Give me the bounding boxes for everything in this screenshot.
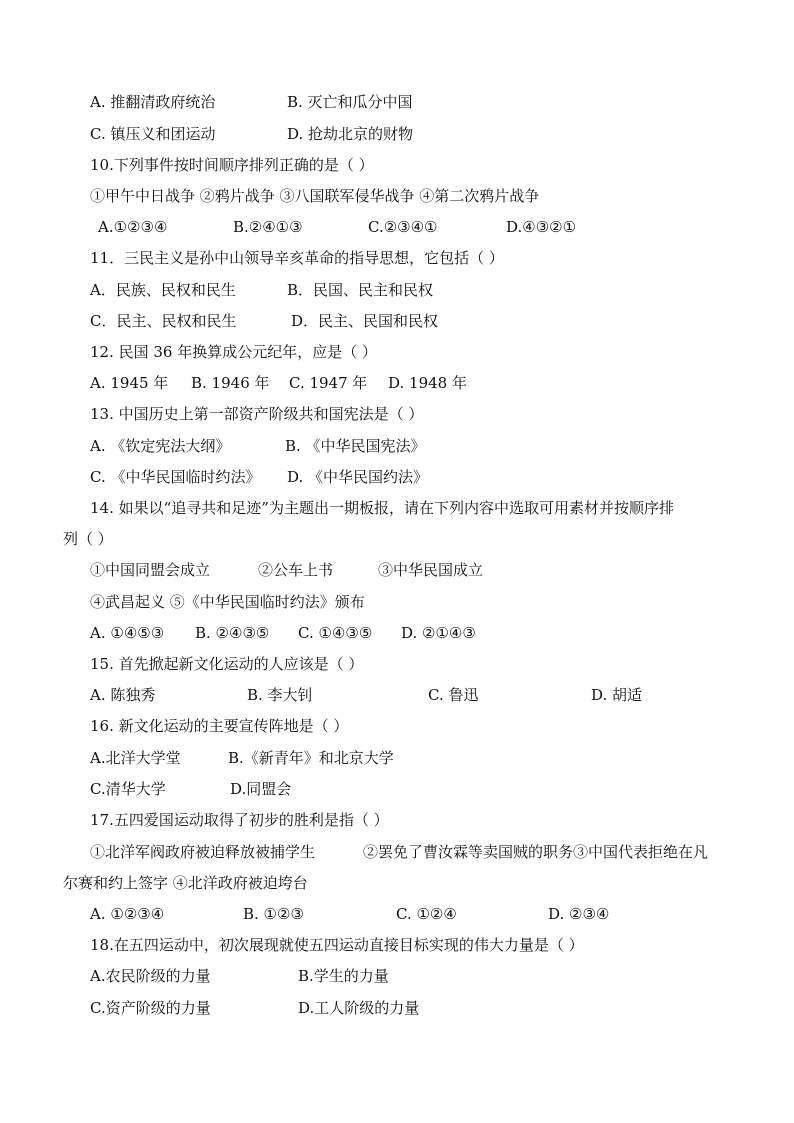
q11-option-d: D．民主、民国和民权 xyxy=(291,312,439,330)
q14-option-b: B. ②④③⑤ xyxy=(195,624,270,642)
q13-option-c: C. 《中华民国临时约法》 xyxy=(90,468,261,486)
q14-items-line2: ④武昌起义 ⑤《中华民国临时约法》颁布 xyxy=(90,593,365,611)
q18-stem: 18.在五四运动中，初次展现就使五四运动直接目标实现的伟大力量是（ ） xyxy=(90,936,584,954)
q12-option-a: A. 1945 年 xyxy=(90,374,169,392)
q14-option-d: D. ②①④③ xyxy=(401,624,476,642)
q10-option-a: A.①②③④ xyxy=(98,218,168,236)
q16-option-a: A.北洋大学堂 xyxy=(90,749,181,767)
q16-stem: 16. 新文化运动的主要宣传阵地是（ ） xyxy=(90,717,349,735)
q18-option-c: C.资产阶级的力量 xyxy=(90,999,211,1017)
q15-option-b: B. 李大钊 xyxy=(247,686,313,704)
q17-option-b: B. ①②③ xyxy=(243,905,304,923)
q11-option-c: C．民主、民权和民生 xyxy=(90,312,237,330)
q13-option-a: A. 《钦定宪法大纲》 xyxy=(90,437,231,455)
q17-item-2-3: ②罢免了曹汝霖等卖国贼的职务③中国代表拒绝在凡 xyxy=(363,843,709,861)
q14-item-1: ①中国同盟会成立 xyxy=(90,561,211,579)
q12-option-d: D. 1948 年 xyxy=(388,374,467,392)
q10-option-b: B.②④①③ xyxy=(233,218,303,236)
q14-option-c: C. ①④③⑤ xyxy=(298,624,373,642)
q17-option-d: D. ②③④ xyxy=(548,905,610,923)
q17-option-a: A. ①②③④ xyxy=(90,905,165,923)
q18-option-d: D.工人阶级的力量 xyxy=(298,999,420,1017)
q10-option-d: D.④③②① xyxy=(506,218,577,236)
q17-option-c: C. ①②④ xyxy=(396,905,457,923)
q11-option-b: B．民国、民主和民权 xyxy=(287,281,434,299)
q15-option-a: A. 陈独秀 xyxy=(90,686,156,704)
q10-stem: 10.下列事件按时间顺序排列正确的是（ ） xyxy=(90,156,374,174)
q17-item-1: ①北洋军阀政府被迫释放被捕学生 xyxy=(90,843,316,861)
q13-stem: 13. 中国历史上第一部资产阶级共和国宪法是（ ） xyxy=(90,405,424,423)
q14-stem-line2: 列（ ） xyxy=(63,530,113,548)
q12-option-b: B. 1946 年 xyxy=(191,374,270,392)
q18-option-b: B.学生的力量 xyxy=(298,967,389,985)
q16-option-d: D.同盟会 xyxy=(230,780,292,798)
q14-stem-line1: 14. 如果以“追寻共和足迹”为主题出一期板报，请在下列内容中选取可用素材并按顺序排 xyxy=(90,499,674,517)
q18-option-a: A.农民阶级的力量 xyxy=(90,967,211,985)
q11-option-a: A．民族、民权和民生 xyxy=(90,281,236,299)
q14-item-2: ②公车上书 xyxy=(258,561,334,579)
q10-items: ①甲午中日战争 ②鸦片战争 ③八国联军侵华战争 ④第二次鸦片战争 xyxy=(90,187,540,205)
q14-option-a: A. ①④⑤③ xyxy=(90,624,165,642)
q16-option-c: C.清华大学 xyxy=(90,780,166,798)
q11-stem: 11．三民主义是孙中山领导辛亥革命的指导思想，它包括（ ） xyxy=(90,249,504,267)
q16-option-b: B.《新青年》和北京大学 xyxy=(228,749,394,767)
q14-item-3: ③中华民国成立 xyxy=(378,561,484,579)
q17-items-line2: 尔赛和约上签字 ④北洋政府被迫垮台 xyxy=(63,874,308,892)
q15-option-c: C. 鲁迅 xyxy=(428,686,479,704)
q9-option-d: D. 抢劫北京的财物 xyxy=(287,125,414,143)
q15-stem: 15. 首先掀起新文化运动的人应该是（ ） xyxy=(90,655,364,673)
q12-stem: 12. 民国 36 年换算成公元纪年，应是（ ） xyxy=(90,343,378,361)
q9-option-a: A. 推翻清政府统治 xyxy=(90,93,216,111)
q9-option-c: C. 镇压义和团运动 xyxy=(90,125,216,143)
q9-option-b: B. 灭亡和瓜分中国 xyxy=(287,93,413,111)
q13-option-d: D. 《中华民国约法》 xyxy=(287,468,429,486)
q10-option-c: C.②③④① xyxy=(368,218,438,236)
q13-option-b: B. 《中华民国宪法》 xyxy=(285,437,426,455)
q15-option-d: D. 胡适 xyxy=(591,686,643,704)
q17-stem: 17.五四爱国运动取得了初步的胜利是指（ ） xyxy=(90,811,389,829)
q12-option-c: C. 1947 年 xyxy=(289,374,368,392)
